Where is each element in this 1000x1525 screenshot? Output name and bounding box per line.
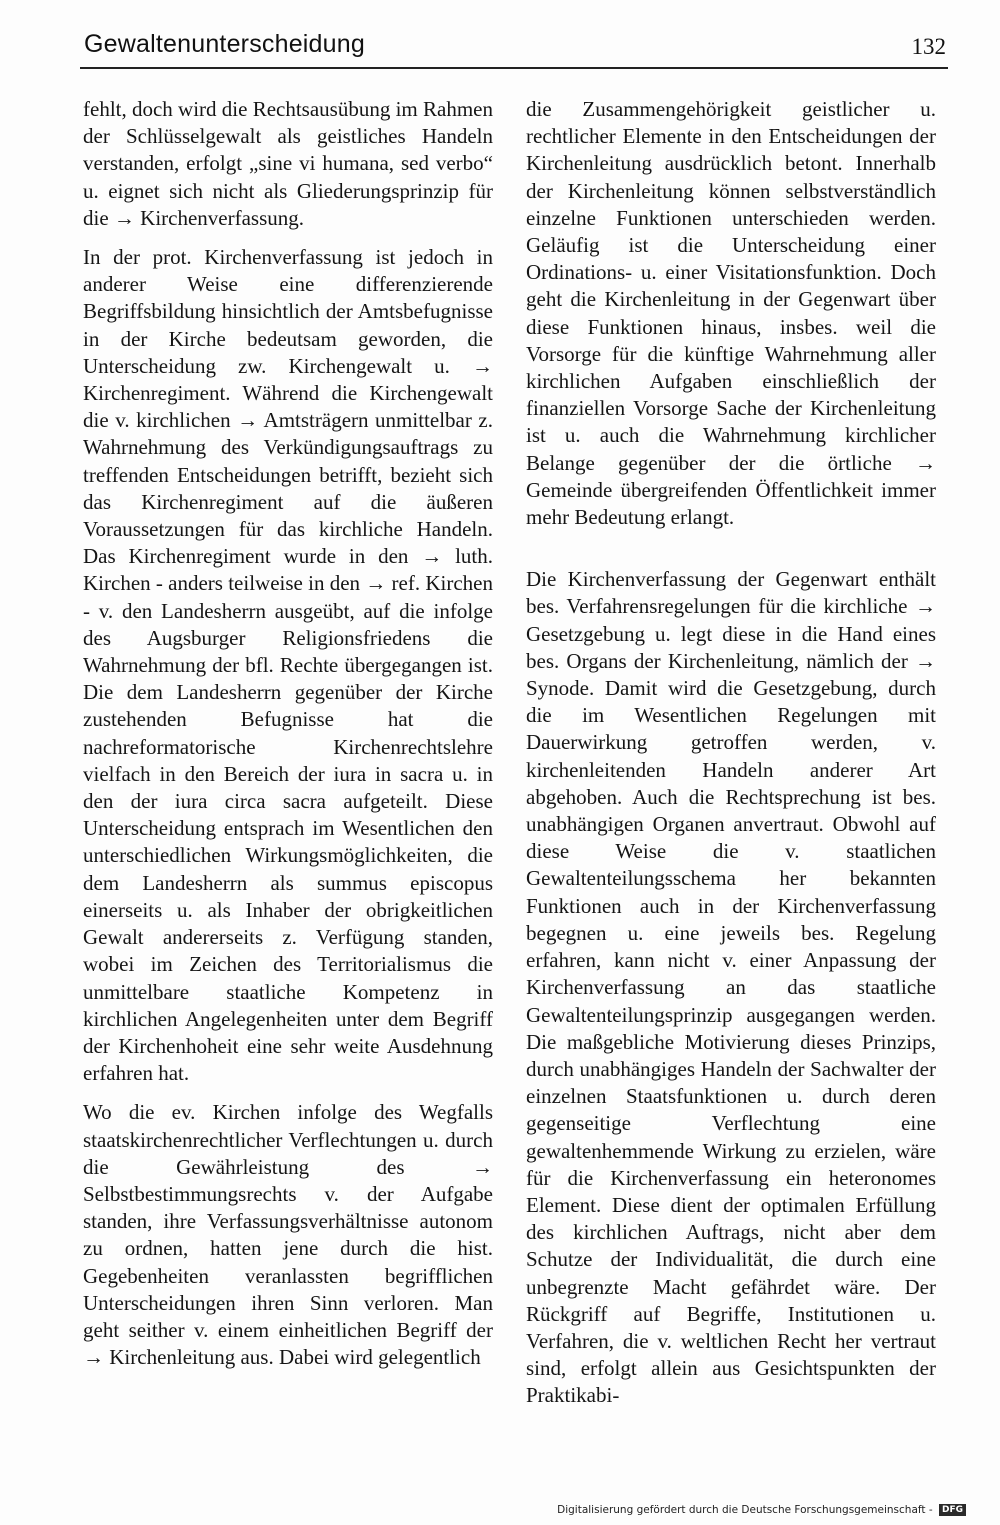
dfg-logo: DFG bbox=[939, 1504, 966, 1516]
right-column bbox=[526, 96, 936, 1410]
paragraph: fehlt, doch wird die Rechtsausübung im Rahmen der Schlüsselgewalt als geistliches Handeln verstanden, erfolgt „sine vi humana, sed verbo“ u. eignet sich nicht als Gliederungsprinzip für die → Kirchenverfassung. bbox=[83, 97, 494, 230]
header-rule bbox=[80, 67, 948, 69]
paragraph: die Zusammengehörigkeit geistlicher u. rechtlicher Elemente in den Entscheidungen der Kirchenleitung ausdrücklich betont. Innerhalb der Kirchenleitung können selbstverständlich einzelne Funktionen unterschieden werden. Geläufig ist die Unterscheidung einer Ordinations- u. einer Visitationsfunktion. Doch geht die Kirchenleitung in der Gegenwart über diese Funktionen hinaus, insbes. weil die Vorsorge für die künftige Wahrnehmung aller kirchlichen Aufgaben einschließlich der finanziellen Vorsorge Sache der Kirchenleitung ist u. auch die Wahrnehmung kirchlicher Belange gegenüber der die örtliche → Gemeinde übergreifenden Öffentlichkeit immer mehr Bedeutung erlangt. bbox=[526, 97, 936, 530]
paragraph: Wo die ev. Kirchen infolge des Wegfalls staatskirchenrechtlicher Verflechtungen u. durch die Gewährleistung des → Selbstbestimmungsrechts v. der Aufgabe standen, ihre Verfassungsverhältnisse autonom zu ordnen, hatten jene durch die hist. Gegebenheiten veranlassten begrifflichen Unterscheidungen ihren Sinn verloren. Man geht seither v. einem einheitlichen Begriff der → Kirchenleitung aus. Dabei wird gelegentlich bbox=[83, 1100, 493, 1370]
running-header bbox=[84, 30, 946, 70]
page-number: 132 bbox=[911, 34, 946, 59]
running-title: Gewaltenunterscheidung bbox=[84, 30, 365, 58]
paragraph: In der prot. Kirchenverfassung ist jedoch in anderer Weise eine differenzierende Begriffsbildung hinsichtlich der Amtsbefugnisse in der Kirche bedeutsam geworden, die Unterscheidung zw. Kirchengewalt u. → Kirchenregiment. Während die Kirchengewalt die v. kirchlichen → Amtsträgern unmittelbar z. Wahrnehmung des Verkündigungsauftrags zu treffenden Entscheidungen betrifft, bezieht sich das Kirchenregiment auf die äußeren Voraussetzungen für das kirchliche Handeln. Das Kirchenregiment wurde in den → luth. Kirchen - anders teilweise in den → ref. Kirchen - v. den Landesherrn ausgeübt, auf die infolge des Augsburger Religionsfriedens die Wahrnehmung der bfl. Rechte übergegangen ist. Die dem Landesherrn gegenüber der Kirche zustehenden Befugnisse hat die nachreformatorische Kirchenrechtslehre vielfach in den Bereich der iura in sacra u. in den der iura circa sacra aufgeteilt. Diese Unterscheidung entsprach im Wesentlichen den unterschiedlichen Wirkungsmöglichkeiten, die dem Landesherrn als summus episcopus einerseits u. als Inhaber der obrigkeitlichen Gewalt andererseits z. Verfügung standen, wobei im Zeichen des Territorialismus die unmittelbare staatliche Kompetenz in kirchlichen Angelegenheiten unter dem Begriff der Kirchenhoheit eine sehr weite Ausdehnung erfahren hat. bbox=[83, 245, 493, 1086]
left-column bbox=[83, 96, 493, 1371]
credit-text: Digitalisierung gefördert durch die Deutsche Forschungsgemeinschaft - bbox=[557, 1504, 933, 1516]
paragraph: Die Kirchenverfassung der Gegenwart enthält bes. Verfahrensregelungen für die kirchliche → Gesetzgebung u. legt diese in die Hand eines bes. Organs der Kirchenleitung, nämlich der → Synode. Damit wird die Gesetzgebung, durch die im Wesentlichen Regelungen mit Dauerwirkung getroffen werden, v. kirchenleitenden Handeln anderer Art abgehoben. Auch die Rechtsprechung ist bes. unabhängigen Organen anvertraut. Obwohl auf diese Weise die v. staatlichen Gewaltenteilungsschema her bekannten Funktionen auch in der Kirchenverfassung begegnen u. eine jeweils bes. Regelung erfahren, kann nicht v. einer Anpassung der Kirchenverfassung an das staatliche Gewaltenteilungsprinzip ausgegangen werden. Die maßgebliche Motivierung dieses Prinzips, durch unabhängiges Handeln der Sachwalter der einzelnen Staatsfunktionen u. durch deren gegenseitige Verflechtung eine gewaltenhemmende Wirkung zu erzielen, wäre für die Kirchenverfassung ein heteronomes Element. Diese dient der optimalen Erfüllung des kirchlichen Auftrags, nicht aber dem Schutze der Individualität, die durch eine unbegrenzte Macht gefährdet wäre. Der Rückgriff auf Begriffe, Institutionen u. Verfahren, die v. weltlichen Recht her vertraut sind, erfolgt allein aus Gesichtspunkten der Praktikabi- bbox=[526, 567, 936, 1408]
digitization-credit bbox=[557, 1504, 966, 1516]
